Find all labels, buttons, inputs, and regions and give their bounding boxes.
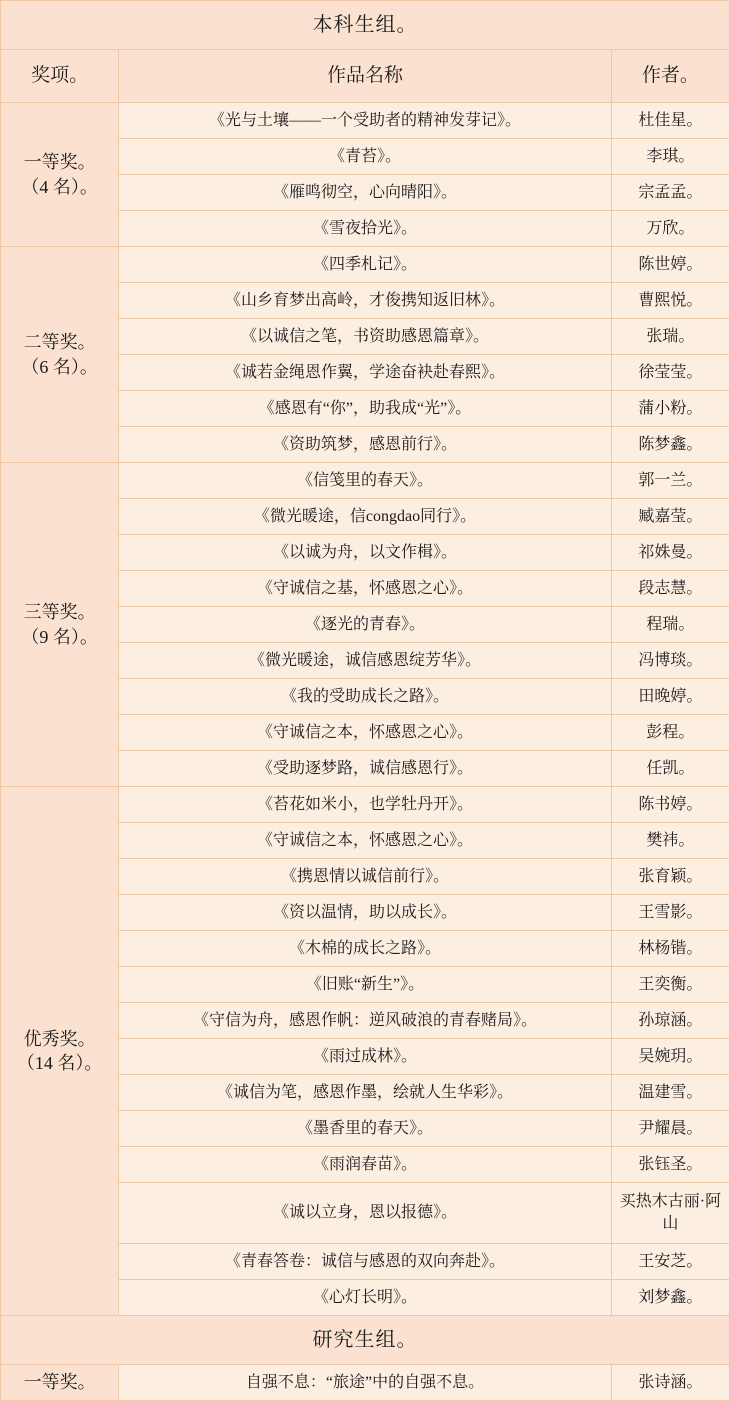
author-name: 尹耀晨。 [611,1111,729,1147]
table-row [1,247,730,283]
work-title: 《四季札记》。 [119,247,612,283]
author-name: 王雪影。 [611,895,729,931]
table-row [1,787,730,823]
author-name: 林杨锴。 [611,931,729,967]
work-title: 《受助逐梦路，诚信感恩行》。 [119,751,612,787]
work-title: 《木棉的成长之路》。 [119,931,612,967]
work-title: 《信笺里的春天》。 [119,463,612,499]
author-name: 陈世婷。 [611,247,729,283]
award-name-cell [1,787,119,1316]
award-name: 一等奖。 [23,152,96,173]
column-header-0: 奖项。 [1,50,119,103]
author-name: 杜佳星。 [611,103,729,139]
work-title: 《诚若金绳恩作翼，学途奋袂赴春熙》。 [119,355,612,391]
author-name: 刘梦鑫。 [611,1280,729,1316]
author-name: 宗孟孟。 [611,175,729,211]
work-title: 自强不息：“旅途”中的自强不息。 [119,1365,612,1401]
author-name: 买热木古丽·阿山 [611,1183,729,1244]
work-title: 《山乡育梦出高岭，才俊携知返旧林》。 [119,283,612,319]
author-name: 万欣。 [611,211,729,247]
work-title: 《青春答卷：诚信与感恩的双向奔赴》。 [119,1244,612,1280]
author-name: 蒲小粉。 [611,391,729,427]
work-title: 《光与土壤——一个受助者的精神发芽记》。 [119,103,612,139]
work-title: 《守诚信之基，怀感恩之心》。 [119,571,612,607]
work-title: 《以诚信之笔，书资助感恩篇章》。 [119,319,612,355]
author-name: 彭程。 [611,715,729,751]
author-name: 樊祎。 [611,823,729,859]
author-name: 段志慧。 [611,571,729,607]
work-title: 《诚信为笔，感恩作墨，绘就人生华彩》。 [119,1075,612,1111]
award-name-cell [1,247,119,463]
award-name-cell [1,463,119,787]
author-name: 孙琼涵。 [611,1003,729,1039]
award-name: 一等奖。 [23,1372,96,1393]
author-name: 郭一兰。 [611,463,729,499]
column-header-2: 作者。 [611,50,729,103]
work-title: 《心灯长明》。 [119,1280,612,1316]
work-title: 《诚以立身，恩以报德》。 [119,1183,612,1244]
work-title: 《微光暖途，诚信感恩绽芳华》。 [119,643,612,679]
column-header-row [1,50,730,103]
work-title: 《守诚信之本，怀感恩之心》。 [119,823,612,859]
award-name: 二等奖。 [23,332,96,353]
author-name: 张钰圣。 [611,1147,729,1183]
table-row [1,1365,730,1401]
award-count: （9 名）。 [21,626,98,647]
work-title: 《墨香里的春天》。 [119,1111,612,1147]
work-title: 《守信为舟，感恩作帆：逆风破浪的青春赌局》。 [119,1003,612,1039]
author-name: 李琪。 [611,139,729,175]
work-title: 《旧账“新生”》。 [119,967,612,1003]
table-row [1,463,730,499]
author-name: 田晚婷。 [611,679,729,715]
award-name-cell [1,1365,119,1401]
group-title: 研究生组。 [1,1316,730,1365]
author-name: 任凯。 [611,751,729,787]
award-name-cell [1,103,119,247]
author-name: 冯博琰。 [611,643,729,679]
award-name: 优秀奖。 [23,1028,96,1049]
work-title: 《以诚为舟，以文作楫》。 [119,535,612,571]
work-title: 《雨润春苗》。 [119,1147,612,1183]
author-name: 陈梦鑫。 [611,427,729,463]
award-count: （14 名）。 [16,1053,103,1073]
award-name: 三等奖。 [23,602,96,623]
work-title: 《雁鸣彻空，心向晴阳》。 [119,175,612,211]
author-name: 臧嘉莹。 [611,499,729,535]
award-count: （4 名）。 [21,176,98,197]
work-title: 《逐光的青春》。 [119,607,612,643]
author-name: 张育颖。 [611,859,729,895]
author-name: 祁姝曼。 [611,535,729,571]
work-title: 《资助筑梦，感恩前行》。 [119,427,612,463]
work-title: 《雪夜拾光》。 [119,211,612,247]
author-name: 徐莹莹。 [611,355,729,391]
author-name: 王奕衡。 [611,967,729,1003]
work-title: 《青苔》。 [119,139,612,175]
author-name: 王安芝。 [611,1244,729,1280]
group-title: 本科生组。 [1,1,730,50]
table-row [1,103,730,139]
author-name: 曹熙悦。 [611,283,729,319]
work-title: 《感恩有“你”，助我成“光”》。 [119,391,612,427]
author-name: 张诗涵。 [611,1365,729,1401]
table-body [1,1,730,1401]
work-title: 《雨过成林》。 [119,1039,612,1075]
author-name: 陈书婷。 [611,787,729,823]
work-title: 《我的受助成长之路》。 [119,679,612,715]
author-name: 温建雪。 [611,1075,729,1111]
author-name: 张瑞。 [611,319,729,355]
work-title: 《资以温情，助以成长》。 [119,895,612,931]
work-title: 《携恩情以诚信前行》。 [119,859,612,895]
group-title-row [1,1,730,50]
work-title: 《微光暖途，信congdao同行》。 [119,499,612,535]
column-header-1: 作品名称 [119,50,612,103]
author-name: 吴婉玥。 [611,1039,729,1075]
award-count: （6 名）。 [21,356,98,377]
work-title: 《苔花如米小，也学牡丹开》。 [119,787,612,823]
author-name: 程瑞。 [611,607,729,643]
work-title: 《守诚信之本，怀感恩之心》。 [119,715,612,751]
group-title-row [1,1316,730,1365]
